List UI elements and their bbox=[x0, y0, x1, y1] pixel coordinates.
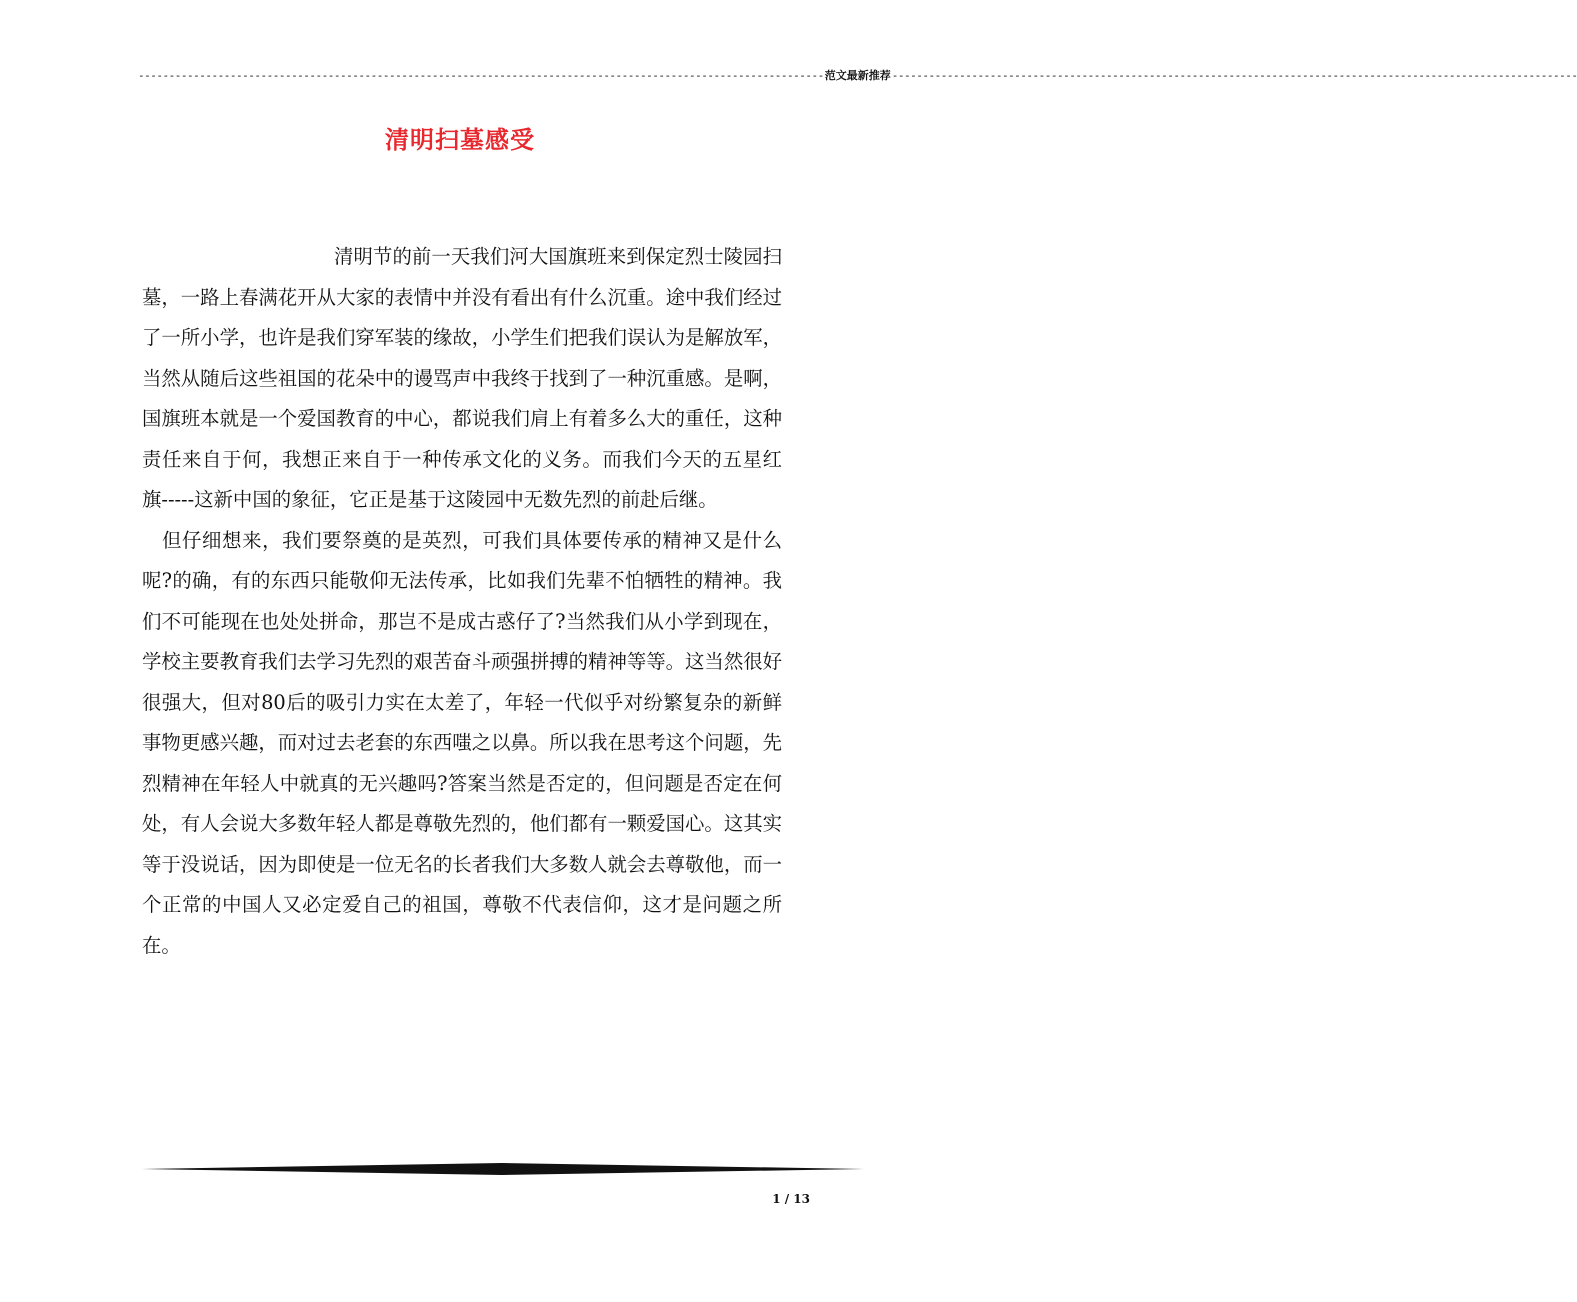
paragraph: 但仔细想来，我们要祭奠的是英烈，可我们具体要传承的精神又是什么呢?的确，有的东西只能敬仰无法传承，比如我们先辈不怕牺牲的精神。我们不可能现在也处处拼命，那岂不是成古惑仔了?当然我们从小学到现在，学校主要教育我们去学习先烈的艰苦奋斗顽强拼搏的精神等等。这当然很好很强大，但对80后的吸引力实在太差了，年轻一代似乎对纷繁复杂的新鲜事物更感兴趣，而对过去老套的东西嗤之以鼻。所以我在思考这个问题，先烈精神在年轻人中就真的无兴趣吗?答案当然是否定的，但问题是否定在何处，有人会说大多数年轻人都是尊敬先烈的，他们都有一颗爱国心。这其实等于没说话，因为即使是一位无名的长者我们大多数人就会去尊敬他，而一个正常的中国人又必定爱自己的祖国，尊敬不代表信仰，这才是问题之所在。 bbox=[142, 528, 782, 957]
page-header bbox=[138, 66, 1577, 86]
header-dashes-right: ---------------------------------------------------------------------------------------------------------------- bbox=[891, 69, 1577, 82]
footer-rule-shape bbox=[142, 1163, 864, 1175]
page-number: 1 / 13 bbox=[772, 1192, 810, 1206]
document-title: 清明扫墓感受 bbox=[385, 126, 535, 154]
paragraph: 清明节的前一天我们河大国旗班来到保定烈士陵园扫墓，一路上春满花开从大家的表情中并没有看出有什么沉重。途中我们经过了一所小学，也许是我们穿军装的缘故，小学生们把我们误认为是解放军，当然从随后这些祖国的花朵中的谩骂声中我终于找到了一种沉重感。是啊，国旗班本就是一个爱国教育的中心，都说我们肩上有着多么大的重任，这种责任来自于何，我想正来自于一种传承文化的义务。而我们今天的五星红旗-----这新中国的象征，它正是基于这陵园中无数先烈的前赴后继。 bbox=[142, 245, 782, 511]
header-label: 范文最新推荐 bbox=[824, 69, 891, 82]
document-body bbox=[142, 237, 782, 966]
footer-rule bbox=[142, 1162, 864, 1176]
header-dashes-left: ---------------------------------------------------------------------------------------------------------------- bbox=[138, 69, 824, 82]
